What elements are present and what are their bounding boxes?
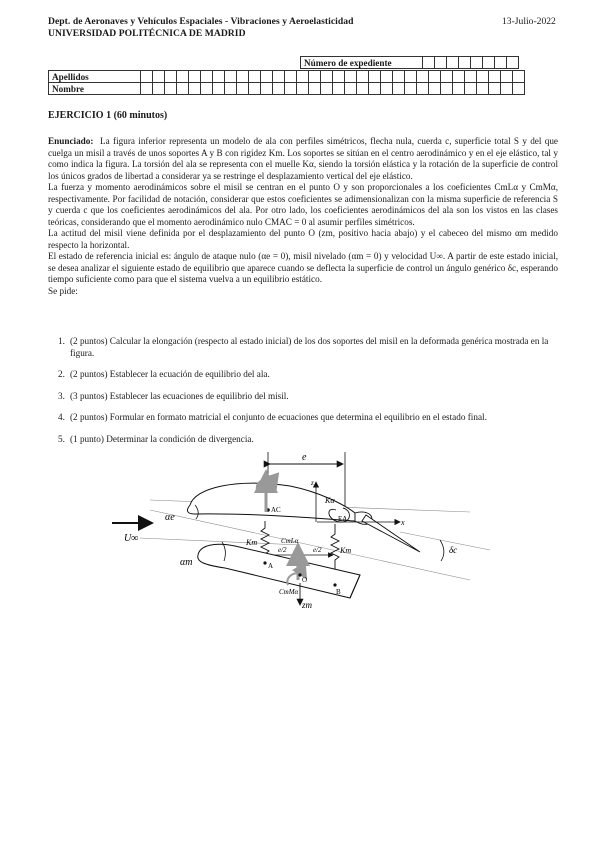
- name-cell[interactable]: [465, 83, 477, 95]
- name-cell[interactable]: [261, 71, 273, 83]
- expediente-cell[interactable]: [483, 57, 495, 69]
- control-surface: [362, 515, 420, 552]
- k-alpha-label: Kα: [325, 496, 335, 505]
- question-item: 5. (1 punto) Determinar la condición de divergencia.: [58, 433, 254, 444]
- name-cell[interactable]: [501, 83, 513, 95]
- name-cell[interactable]: [141, 83, 153, 95]
- question-item: 2. (2 puntos) Establecer la ecuación de equilibrio del ala.: [58, 369, 270, 379]
- paragraph-3: La actitud del misil viene definida por el desplazamiento del punto O (zm, positivo hacia abajo) y el cabeceo del mismo αm medido respecto la horizontal.: [48, 228, 558, 250]
- name-cell[interactable]: [345, 83, 357, 95]
- point-o: O: [302, 576, 308, 584]
- alpha-e-label: αe: [165, 512, 175, 523]
- enunciado-label: Enunciado:: [48, 136, 94, 146]
- u-infinity-label: U∞: [124, 533, 139, 544]
- statement: [48, 136, 558, 297]
- name-cell[interactable]: [405, 71, 417, 83]
- name-cell[interactable]: [237, 71, 249, 83]
- name-cell[interactable]: [333, 71, 345, 83]
- name-cell[interactable]: [429, 83, 441, 95]
- alpha-m-label: αm: [180, 557, 193, 568]
- name-cell[interactable]: [477, 71, 489, 83]
- university-heading: UNIVERSIDAD POLITÉCNICA DE MADRID: [48, 28, 246, 39]
- zm-label: zm: [302, 600, 313, 610]
- delta-c-label: δc: [449, 545, 458, 555]
- question-item: 3. (3 puntos) Establecer las ecuaciones de equilibrio del misil.: [58, 390, 289, 401]
- name-cell[interactable]: [273, 83, 285, 95]
- name-cell[interactable]: [285, 83, 297, 95]
- e-label: e: [302, 452, 307, 463]
- paragraph-2: La fuerza y momento aerodinámicos sobre el misil se centran en el punto O y son proporcionales a los coeficientes CmLα y CmMα, respectivamente. Por facilidad de notación, considerar que estos coeficientes se adimensionalizan con la misma superficie de referencia S y cuerda c que los coeficientes aerodinámicos del ala. Por otro lado, los coeficientes aerodinámicos del ala son los vistos en las clases teóricas, considerando que el momento aerodinámico nulo CMAC = 0 al asumir perfiles simétricos.: [48, 182, 558, 227]
- expediente-cell[interactable]: [459, 57, 471, 69]
- point-b: B: [336, 588, 341, 596]
- cl-alpha-label: CmLα: [281, 537, 299, 545]
- name-cell[interactable]: [405, 83, 417, 95]
- x-axis-label: x: [401, 518, 405, 527]
- name-cell[interactable]: [153, 71, 165, 83]
- name-cell[interactable]: [309, 83, 321, 95]
- ea-label: EA: [338, 515, 348, 523]
- name-cell[interactable]: [441, 71, 453, 83]
- exam-date: 13-Julio-2022: [502, 16, 556, 27]
- paragraph-1-text: La figura inferior representa un modelo de ala con perfiles simétricos, flecha nula, cuerda c, superficie total S y del que cuelga un misil a través de unos soportes A y B con rigidez Km. Los soportes se sitúan en el centro aerodinámico y en el eje elástico, tal y como indica la figura. La torsión del ala se representa con el muelle Kα, siendo la torsión elástica y la rotación de la superficie de control los únicos grados de libertad a considerar ya se restringe el desplazamiento vertical del eje elástico.: [48, 136, 559, 181]
- expediente-cell[interactable]: [507, 57, 519, 69]
- name-cell[interactable]: [249, 83, 261, 95]
- e-half-a: e/2: [278, 546, 287, 554]
- name-cell[interactable]: [441, 83, 453, 95]
- name-table: [48, 70, 525, 95]
- expediente-cell[interactable]: [495, 57, 507, 69]
- name-cell[interactable]: [513, 71, 525, 83]
- name-cell[interactable]: [357, 83, 369, 95]
- name-cell[interactable]: [273, 71, 285, 83]
- km-a-label: Km: [246, 538, 258, 547]
- expediente-cell[interactable]: [423, 57, 435, 69]
- name-cell[interactable]: [189, 71, 201, 83]
- expediente-label: Número de expediente: [301, 57, 423, 69]
- name-cell[interactable]: [213, 83, 225, 95]
- name-cell[interactable]: [513, 83, 525, 95]
- name-cell[interactable]: [237, 83, 249, 95]
- name-cell[interactable]: [165, 71, 177, 83]
- apellidos-label: Apellidos: [49, 71, 141, 83]
- km-b-label: Km: [340, 546, 352, 555]
- department-heading: Dept. de Aeronaves y Vehículos Espaciales - Vibraciones y Aeroelasticidad: [48, 16, 354, 27]
- name-cell[interactable]: [477, 83, 489, 95]
- name-cell[interactable]: [345, 71, 357, 83]
- name-cell[interactable]: [465, 71, 477, 83]
- se-pide: Se pide:: [48, 285, 78, 296]
- name-cell[interactable]: [165, 83, 177, 95]
- expediente-cell[interactable]: [447, 57, 459, 69]
- name-cell[interactable]: [141, 71, 153, 83]
- name-cell[interactable]: [213, 71, 225, 83]
- name-cell[interactable]: [285, 71, 297, 83]
- name-cell[interactable]: [393, 83, 405, 95]
- e-half-b: e/2: [313, 546, 322, 554]
- name-cell[interactable]: [177, 71, 189, 83]
- expediente-cell[interactable]: [435, 57, 447, 69]
- point-a: A: [268, 562, 274, 570]
- name-cell[interactable]: [189, 83, 201, 95]
- paragraph-1: [48, 136, 558, 182]
- name-cell[interactable]: [369, 83, 381, 95]
- name-cell[interactable]: [153, 83, 165, 95]
- name-cell[interactable]: [417, 71, 429, 83]
- name-cell[interactable]: [201, 71, 213, 83]
- name-cell[interactable]: [297, 83, 309, 95]
- name-cell[interactable]: [417, 83, 429, 95]
- paragraph-4: El estado de referencia inicial es: ángulo de ataque nulo (αe = 0), misil nivelado (αm = 0) y velocidad U∞. A partir de este estado inicial, se desea analizar el siguiente estado de equilibrio que aparece cuando se deflecta la superficie de control un ángulo genérico δc, esperando tiempo suficiente como para que el sistema vuelva a un equilibrio estático.: [48, 251, 558, 284]
- name-cell[interactable]: [489, 83, 501, 95]
- name-cell[interactable]: [261, 83, 273, 95]
- name-cell[interactable]: [297, 71, 309, 83]
- nombre-label: Nombre: [49, 83, 141, 95]
- z-axis-label: z: [311, 479, 314, 487]
- name-cell[interactable]: [453, 83, 465, 95]
- name-cell[interactable]: [309, 71, 321, 83]
- name-cell[interactable]: [489, 71, 501, 83]
- name-cell[interactable]: [333, 83, 345, 95]
- name-cell[interactable]: [369, 71, 381, 83]
- name-cell[interactable]: [393, 71, 405, 83]
- expediente-cell[interactable]: [471, 57, 483, 69]
- name-cell[interactable]: [453, 71, 465, 83]
- name-cell[interactable]: [381, 83, 393, 95]
- name-cell[interactable]: [249, 71, 261, 83]
- name-cell[interactable]: [357, 71, 369, 83]
- name-cell[interactable]: [225, 71, 237, 83]
- name-cell[interactable]: [321, 71, 333, 83]
- name-cell[interactable]: [201, 83, 213, 95]
- name-cell[interactable]: [225, 83, 237, 95]
- question-item: 4. (2 puntos) Formular en formato matricial el conjunto de ecuaciones que determina el equilibrio en el estado final.: [58, 412, 487, 422]
- name-cell[interactable]: [429, 71, 441, 83]
- question-list: [48, 336, 560, 455]
- exercise-title: EJERCICIO 1 (60 minutos): [48, 110, 168, 121]
- wing-missile-figure: [100, 445, 500, 620]
- cm-alpha-label: CmMα: [279, 588, 299, 596]
- name-cell[interactable]: [177, 83, 189, 95]
- name-cell[interactable]: [501, 71, 513, 83]
- ac-label: AC: [271, 506, 281, 514]
- name-cell[interactable]: [381, 71, 393, 83]
- question-item: 1. (2 puntos) Calcular la elongación (respecto al estado inicial) de los dos soportes del misil en la deformada genérica mostrada en la figura.: [58, 336, 549, 358]
- expediente-table: [300, 56, 519, 69]
- name-cell[interactable]: [321, 83, 333, 95]
